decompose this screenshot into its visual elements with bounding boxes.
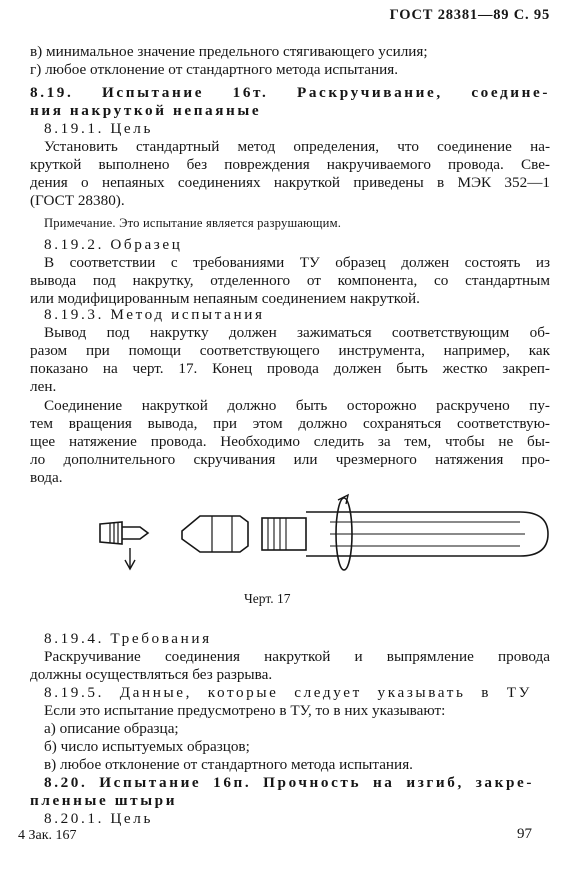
section-heading: пленные штыри [30, 792, 178, 809]
footer-order-number: 4 Зак. 167 [18, 828, 77, 843]
text-line: Соединение накруткой должно быть осторожно раскручено пу- [44, 397, 550, 414]
section-heading: 8.19. Испытание 16т. Раскручивание, соедине- [30, 84, 550, 101]
text-line: тем вращения вывода, при этом должно сохраняться соответствую- [30, 415, 550, 432]
section-heading: ния накруткой непаяные [30, 102, 262, 119]
subsection-heading: 8.19.3. Метод испытания [44, 306, 265, 323]
list-item: в) любое отклонение от стандартного метода испытания. [44, 756, 413, 773]
figure-unwrapping-tool [0, 490, 576, 580]
text-line: вывода под накрутку, отделенного от компонента, со стандартным [30, 272, 550, 289]
subsection-heading: 8.19.1. Цель [44, 120, 153, 137]
text-line: Если это испытание предусмотрено в ТУ, то в них указывают: [44, 702, 446, 719]
text-line: круткой выполнено без повреждения накручиваемого провода. Све- [30, 156, 550, 173]
figure-caption: Черт. 17 [244, 591, 291, 606]
subsection-heading: 8.20.1. Цель [44, 810, 153, 827]
text-line: (ГОСТ 28380). [30, 192, 125, 209]
text-line: должны осуществляться без разрыва. [30, 666, 273, 683]
text-line: в) минимальное значение предельного стягивающего усилия; [30, 43, 428, 60]
subsection-heading: 8.19.4. Требования [44, 630, 212, 647]
text-line: В соответствии с требованиями ТУ образец должен состоять из [44, 254, 550, 271]
text-line: показано на черт. 17. Конец провода должен быть жестко закреп- [30, 360, 550, 377]
text-line: разом при помощи соответствующего инструмента, например, как [30, 342, 550, 359]
text-line: г) любое отклонение от стандартного метода испытания. [30, 61, 399, 78]
text-line: Установить стандартный метод определения, что соединение на- [44, 138, 550, 155]
section-heading: 8.20. Испытание 16п. Прочность на изгиб, закре- [44, 774, 534, 791]
page-number: 97 [517, 826, 532, 842]
note: Примечание. Это испытание является разрушающим. [44, 216, 342, 230]
text-line: Раскручивание соединения накруткой и выпрямление провода [44, 648, 550, 665]
text-line: дения о непаяных соединениях накруткой приведены в МЭК 352—1 [30, 174, 550, 191]
list-item: а) описание образца; [44, 720, 179, 737]
subsection-heading: 8.19.5. Данные, которые следует указывать в ТУ [44, 684, 532, 701]
list-item: б) число испытуемых образцов; [44, 738, 250, 755]
text-line: Вывод под накрутку должен зажиматься соответствующим об- [44, 324, 550, 341]
text-line: вода. [30, 469, 63, 486]
subsection-heading: 8.19.2. Образец [44, 236, 183, 253]
text-line: лен. [30, 378, 57, 395]
text-line: или модифицированным непаяным соединением накруткой. [30, 290, 420, 307]
nut [182, 516, 248, 552]
terminal-body [100, 522, 122, 544]
running-header: ГОСТ 28381—89 С. 95 [389, 7, 550, 23]
collar [262, 518, 306, 550]
text-line: щее натяжение провода. Необходимо следить за тем, чтобы не бы- [30, 433, 550, 450]
text-line: ло дополнительного скручивания или чрезмерного натяжения про- [30, 451, 550, 468]
